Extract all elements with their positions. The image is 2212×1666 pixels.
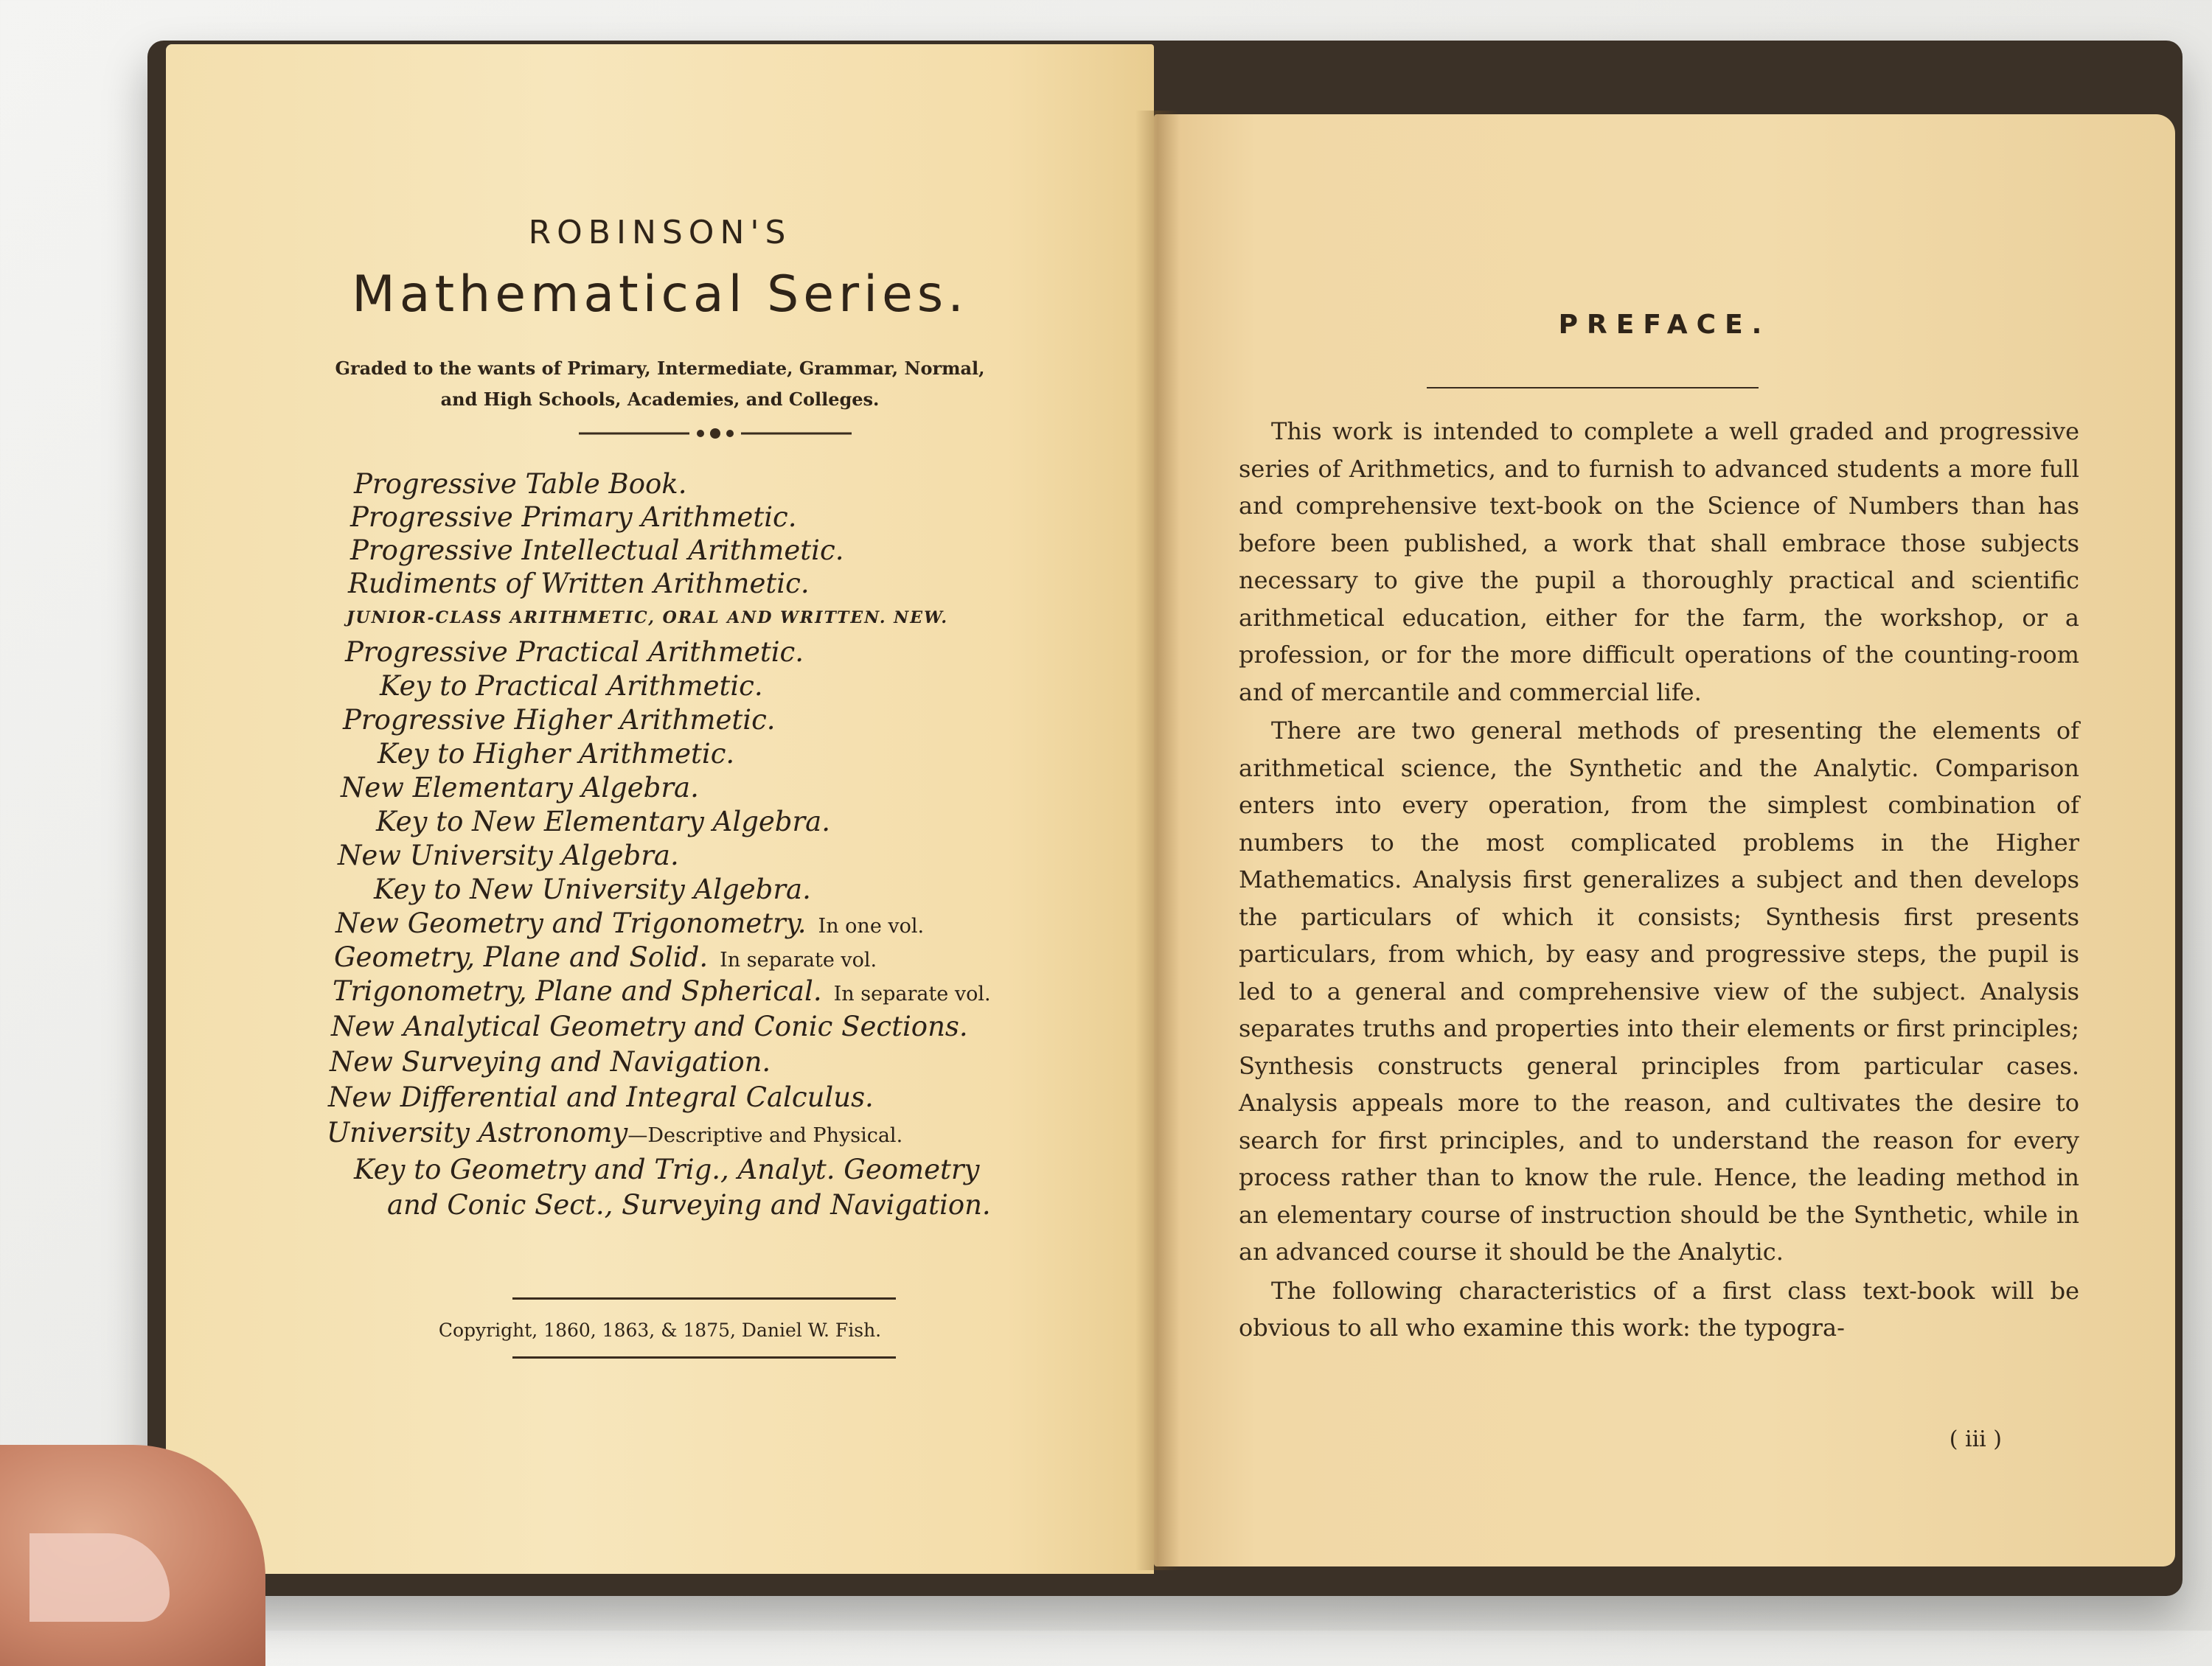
book-item: Progressive Table Book. [354, 468, 687, 500]
book-item: New Surveying and Navigation. [330, 1046, 771, 1078]
preface-paragraph: This work is intended to complete a well graded and progressive series of Arithmetics, and to furnish to advanced students a more full and comprehensive text-book on the Science of Numbers than has before been published, a work that shall embrace those subjects necessary to give the pupil a thoroughly practical and scientific arithmetical education, either for the farm, the workshop, or a profession, or for the more difficult operations of the counting-room and of mercantile and commercial life. [1239, 417, 2079, 706]
book-item: Progressive Primary Arithmetic. [350, 501, 797, 533]
right-page [1154, 114, 2175, 1566]
book-item: Progressive Practical Arithmetic. [345, 636, 804, 668]
book-gutter [1135, 111, 1180, 1570]
copyright-rule-top [512, 1297, 896, 1300]
series-author: ROBINSON'S [528, 214, 792, 251]
book-item: Key to New Elementary Algebra. [376, 806, 830, 837]
copyright-rule-bottom [512, 1356, 896, 1359]
preface-heading: PREFACE. [1558, 310, 1771, 340]
preface-body [1239, 413, 2079, 1347]
book-item: University Astronomy—Descriptive and Physical. [327, 1117, 903, 1149]
preface-paragraph: There are two general methods of presenting the elements of arithmetical science, the Synthetic and the Analytic. Comparison enters into every operation, from the simplest combination of numbers to the most complicated problems in the Higher Mathematics. Analysis first generalizes a subject and then develops the particulars of which it consists; Synthesis first presents particulars, from which, by easy and progressive steps, the pupil is led to a general and comprehensive view of the subject. Analysis separates truths and properties into their elements or first principles; Synthesis constructs general principles from particular cases. Analysis appeals more to the reason, and cultivates the desire to search for first principles, and to understand the reason for every process rather than to know the rule. Hence, the leading method in an elementary course of instruction should be the Synthetic, while in an advanced course it should be the Analytic. [1239, 717, 2079, 1266]
book-item: New Elementary Algebra. [341, 772, 699, 804]
series-title: Mathematical Series. [352, 265, 968, 324]
book-item: JUNIOR-CLASS ARITHMETIC, ORAL AND WRITTEN. NEW. [347, 608, 949, 627]
preface-paragraph: The following characteristics of a first class text-book will be obvious to all who examine this work: the typogra- [1239, 1276, 2079, 1342]
book-item: Key to Practical Arithmetic. [380, 670, 763, 702]
ornament-divider [579, 426, 852, 441]
preface-rule [1427, 387, 1759, 388]
book-item: New Analytical Geometry and Conic Sections. [331, 1011, 968, 1042]
book-item: New University Algebra. [338, 840, 679, 871]
left-page [166, 44, 1154, 1574]
series-subtitle-line2: and High Schools, Academies, and Colleges. [440, 388, 880, 410]
book-item: Trigonometry, Plane and Spherical. In separate vol. [333, 975, 991, 1007]
book-item: Rudiments of Written Arithmetic. [348, 568, 810, 599]
book-item: Key to Geometry and Trig., Analyt. Geometry [354, 1154, 980, 1185]
book-item: Progressive Intellectual Arithmetic. [350, 534, 844, 566]
copyright: Copyright, 1860, 1863, & 1875, Daniel W. Fish. [438, 1320, 882, 1341]
book-item: Geometry, Plane and Solid. In separate vol. [334, 941, 877, 973]
series-subtitle-line1: Graded to the wants of Primary, Intermediate, Grammar, Normal, [335, 358, 985, 379]
book-item: Progressive Higher Arithmetic. [343, 704, 776, 736]
book-item: Key to Higher Arithmetic. [378, 738, 735, 770]
book-item: New Differential and Integral Calculus. [328, 1081, 874, 1113]
page-number: ( iii ) [1949, 1426, 2002, 1452]
book-item: and Conic Sect., Surveying and Navigation. [387, 1189, 991, 1221]
book-item: New Geometry and Trigonometry. In one vol. [335, 907, 925, 939]
book-item: Key to New University Algebra. [374, 874, 811, 905]
